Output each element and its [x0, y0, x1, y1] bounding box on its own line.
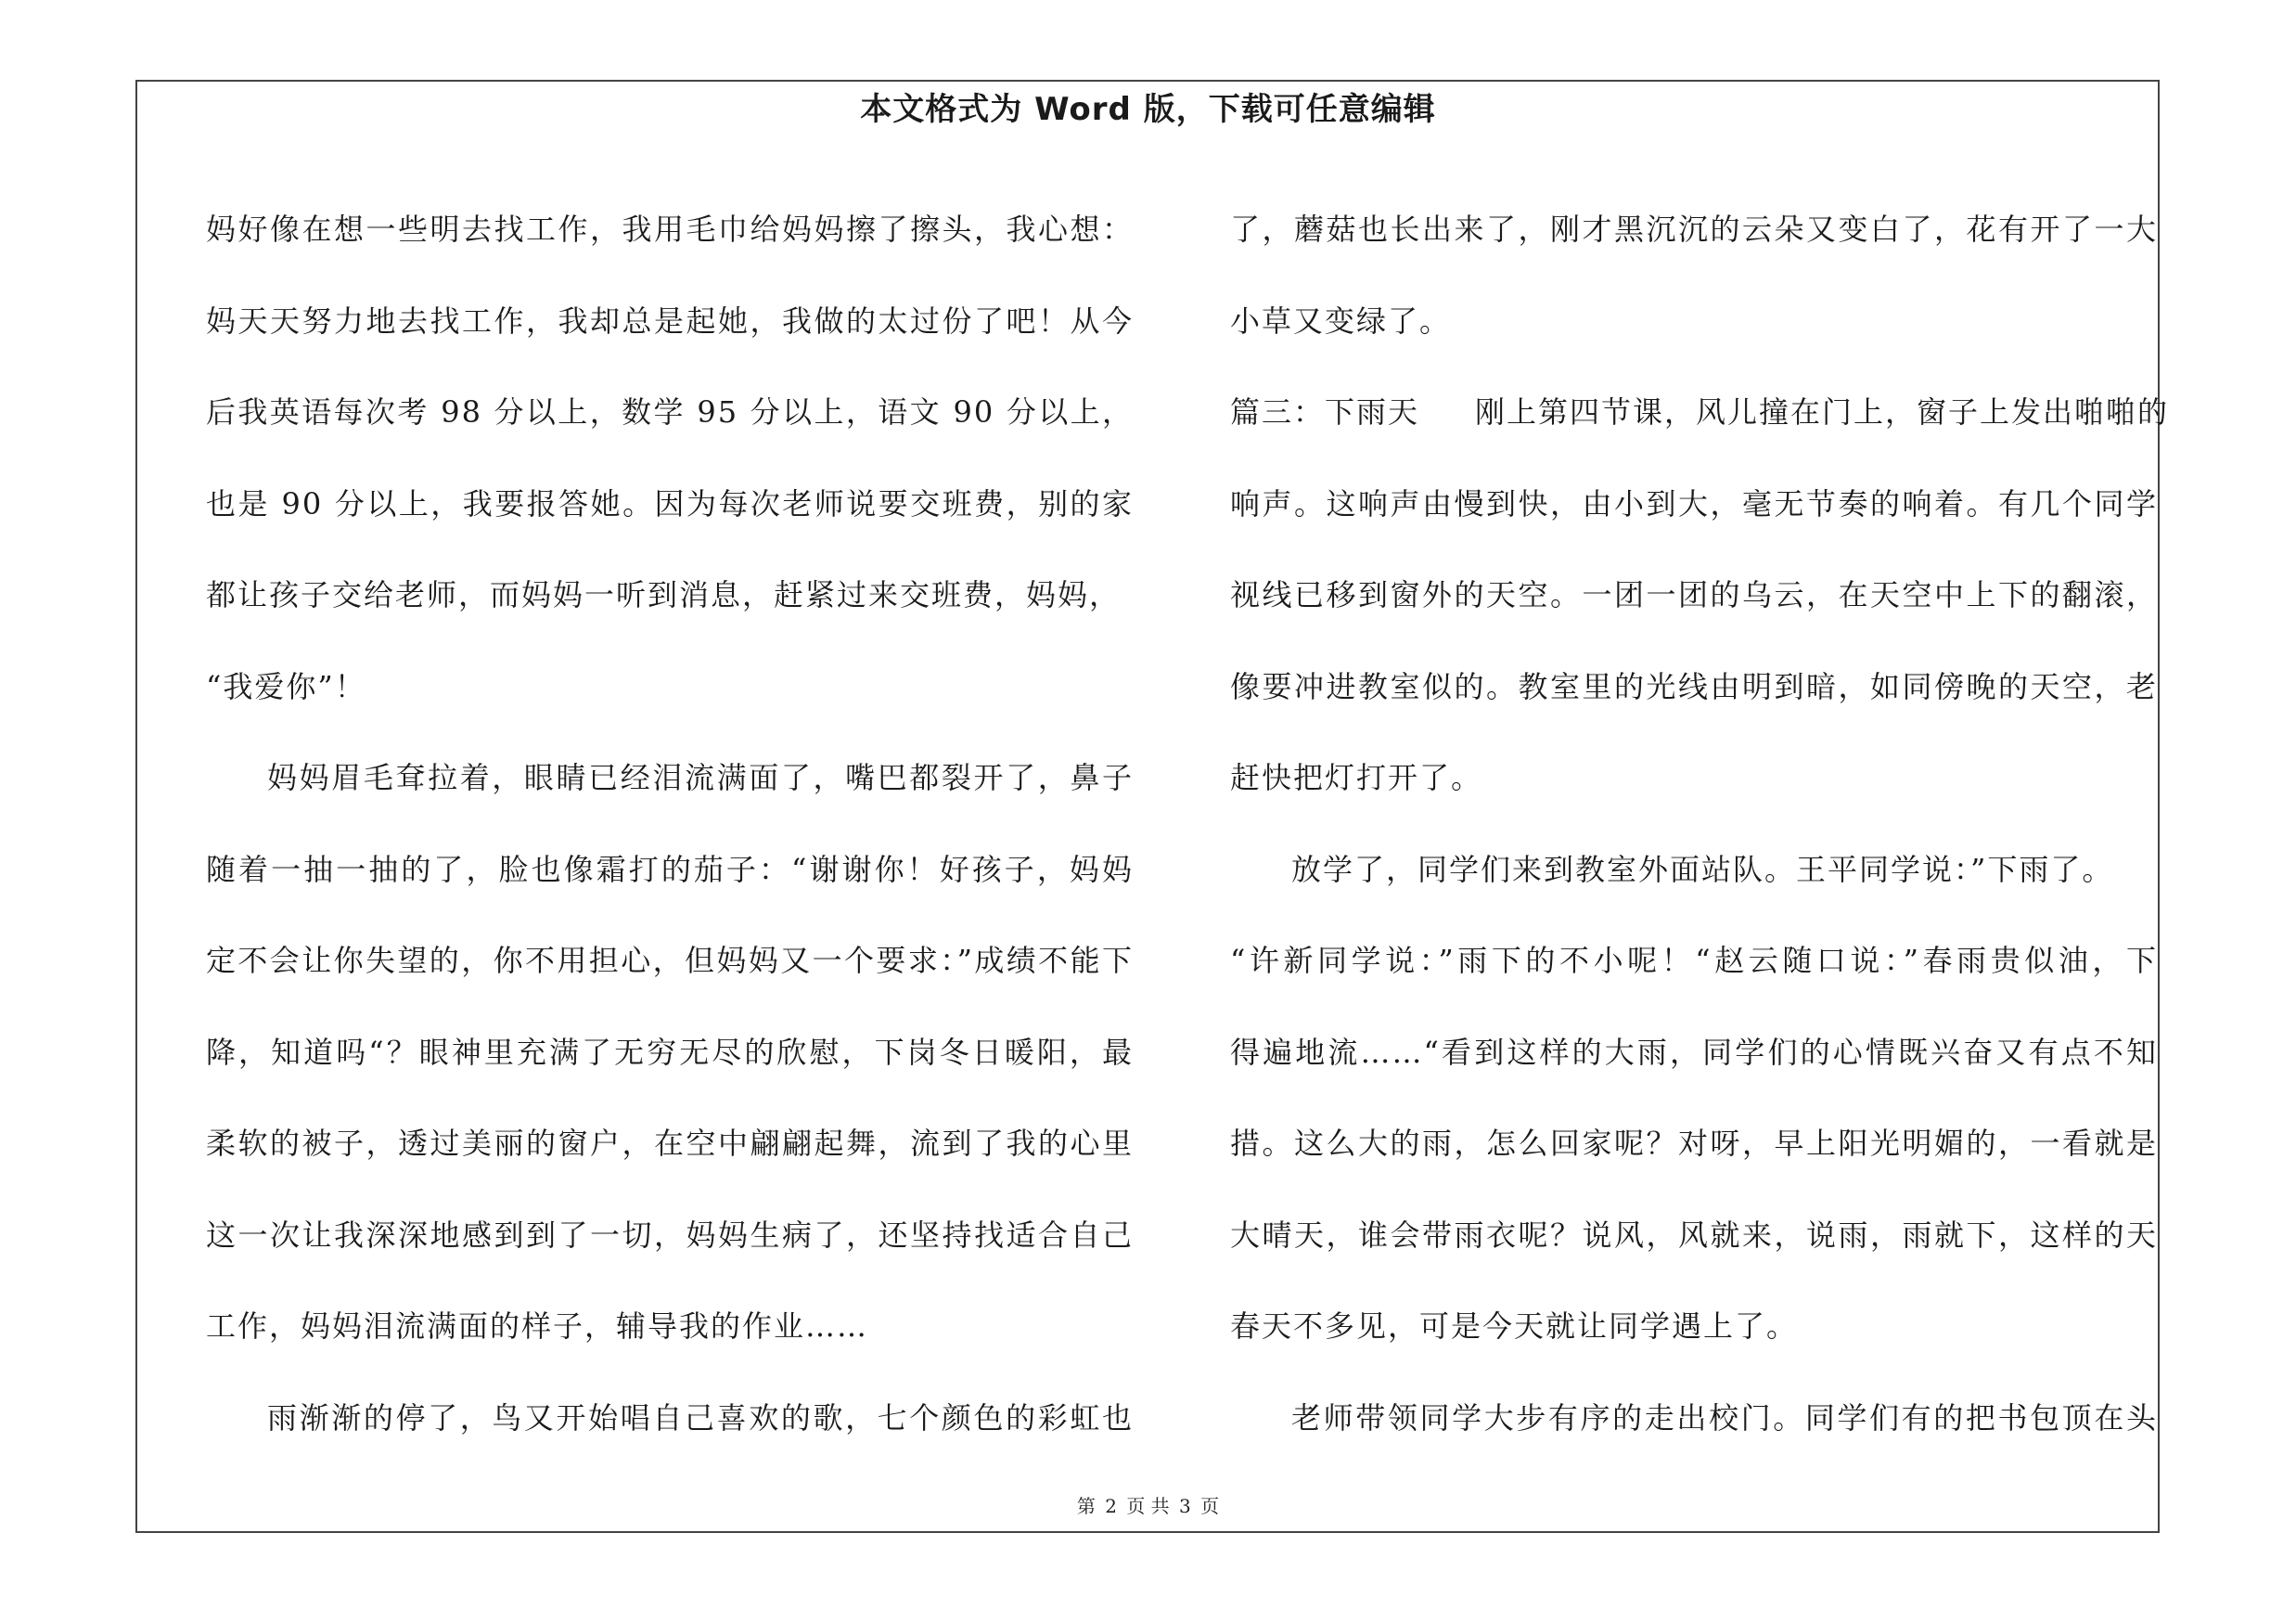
- text-line: 定不会让你失望的，你不用担心，但妈妈又一个要求：”成绩不能下: [206, 943, 1134, 978]
- footer-prefix: 第: [1076, 1495, 1096, 1517]
- text-line: 得遍地流……“看到这样的大雨，同学们的心情既兴奋又有点不知: [1230, 1034, 2158, 1070]
- text-line: 了，蘑菇也长出来了，刚才黑沉沉的云朵又变白了，花有开了一大: [1230, 212, 2158, 247]
- text-line: 小草又变绿了。: [1230, 303, 1452, 339]
- text-line: 视线已移到窗外的天空。一团一团的乌云，在天空中上下的翻滚，: [1230, 577, 2158, 612]
- text-line: “许新同学说：”雨下的不小呢！“赵云随口说：”春雨贵似油，下: [1230, 943, 2158, 978]
- text-line: 响声。这响声由慢到快，由小到大，毫无节奏的响着。有几个同学: [1230, 485, 2158, 522]
- text-line: 也是 90 分以上，我要报答她。因为每次老师说要交班费，别的家: [206, 485, 1134, 522]
- text-line: 赶快把灯打开了。: [1230, 760, 1483, 795]
- text-line: 妈好像在想一些明去找工作，我用毛巾给妈妈擦了擦头，我心想：: [206, 212, 1134, 247]
- text-line: 随着一抽一抽的了，脸也像霜打的茄子：“谢谢你！好孩子，妈妈: [206, 851, 1134, 887]
- text-line: 妈天天努力地去找工作，我却总是起她，我做的太过份了吧！从今: [206, 303, 1134, 339]
- page-footer: [0, 1494, 2296, 1518]
- left-text-column: [206, 184, 1134, 1463]
- text-segment: 刚上第四节课，风儿撞在门上，窗子上发出啪啪的: [1475, 394, 2170, 430]
- text-line: 后我英语每次考 98 分以上，数学 95 分以上，语文 90 分以上，: [206, 394, 1134, 430]
- text-line: 春天不多见，可是今天就让同学遇上了。: [1230, 1308, 1799, 1344]
- footer-total-pages: 3: [1179, 1495, 1191, 1517]
- footer-suffix: 页: [1200, 1495, 1220, 1517]
- text-line: 大晴天，谁会带雨衣呢？说风，风就来，说雨，雨就下，这样的天: [1230, 1217, 2158, 1253]
- footer-middle: 页 共: [1126, 1495, 1170, 1517]
- text-line: 这一次让我深深地感到到了一切，妈妈生病了，还坚持找适合自己: [206, 1217, 1134, 1253]
- text-line: 降，知道吗“？眼神里充满了无穷无尽的欣慰，下岗冬日暖阳，最: [206, 1034, 1134, 1070]
- document-banner: 本文格式为 Word 版，下载可任意编辑: [860, 91, 1436, 128]
- text-line: 柔软的被子，透过美丽的窗户，在空中翩翩起舞，流到了我的心里: [206, 1126, 1134, 1161]
- section-heading-line: [1230, 367, 2170, 458]
- text-line: “我爱你”！: [206, 668, 366, 704]
- text-line: 措。这么大的雨，怎么回家呢？对呀，早上阳光明媚的，一看就是: [1230, 1126, 2158, 1161]
- text-line: 工作，妈妈泪流满面的样子，辅导我的作业……: [206, 1308, 869, 1344]
- text-line: 像要冲进教室似的。教室里的光线由明到暗，如同傍晚的天空，老: [1230, 668, 2158, 704]
- paragraph-first-line: 雨渐渐的停了，鸟又开始唱自己喜欢的歌，七个颜色的彩虹也: [267, 1399, 1134, 1436]
- paragraph-first-line: 妈妈眉毛耷拉着，眼睛已经泪流满面了，嘴巴都裂开了，鼻子: [267, 760, 1134, 795]
- text-line: 都让孩子交给老师，而妈妈一听到消息，赶紧过来交班费，妈妈，: [206, 577, 1122, 612]
- paragraph-first-line: 放学了，同学们来到教室外面站队。王平同学说：”下雨了。: [1291, 851, 2114, 887]
- paragraph-first-line: 老师带领同学大步有序的走出校门。同学们有的把书包顶在头: [1291, 1399, 2158, 1436]
- right-text-column: [1230, 184, 2170, 1463]
- footer-page-number: 2: [1105, 1495, 1117, 1517]
- section-heading: 篇三：下雨天: [1230, 394, 1420, 430]
